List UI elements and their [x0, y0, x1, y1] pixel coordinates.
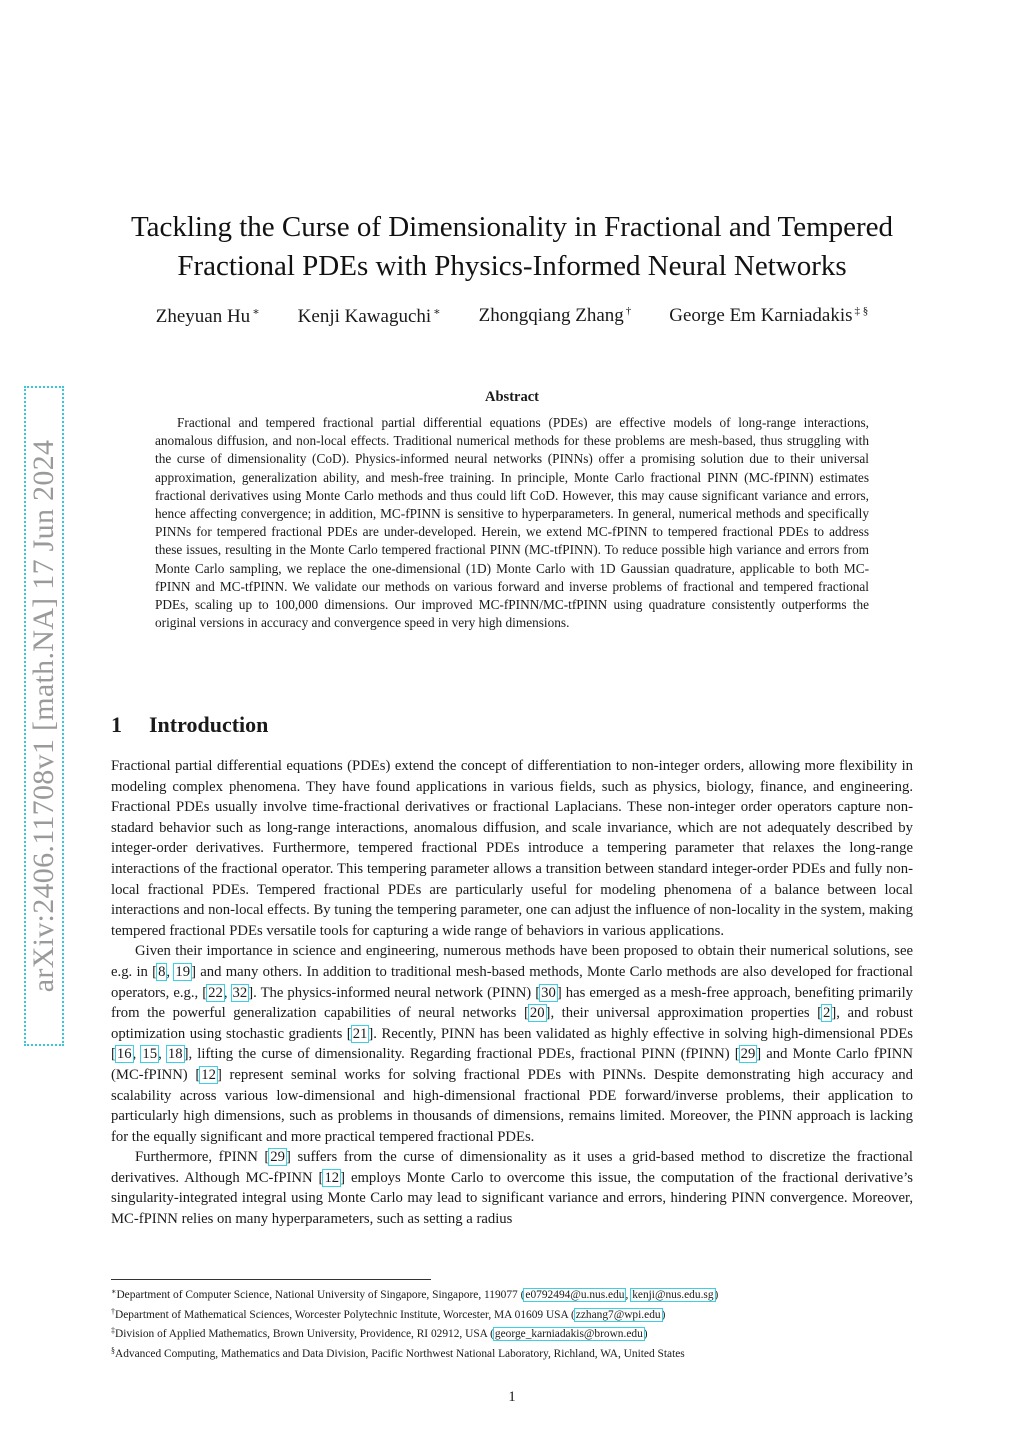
email-link[interactable]: zzhang7@wpi.edu — [575, 1308, 661, 1321]
footnote: †Department of Mathematical Sciences, Worcester Polytechnic Institute, Worcester, MA 01609 USA (zzhang7@wpi.edu) — [111, 1306, 666, 1321]
email-link[interactable]: e0792494@u.nus.edu — [525, 1289, 625, 1301]
title-line-1: Tackling the Curse of Dimensionality in Fractional and Tempered — [130, 211, 894, 243]
citation-link[interactable]: 12 — [324, 1169, 340, 1186]
citation-link[interactable]: 18 — [167, 1046, 183, 1063]
author-affiliation-mark: ‡ § — [854, 305, 869, 317]
citation-link[interactable]: 15 — [142, 1046, 158, 1063]
citation-link[interactable]: 16 — [116, 1046, 132, 1063]
author-affiliation-mark: ∗ — [433, 306, 441, 318]
author: Zheyuan Hu ∗ — [155, 306, 260, 327]
footnote: §Advanced Computing, Mathematics and Data Division, Pacific Northwest National Laboratory, Richland, WA, United States — [111, 1345, 685, 1360]
abstract-heading: Abstract — [485, 389, 539, 405]
email-link[interactable]: george_karniadakis@brown.edu — [494, 1328, 643, 1340]
arxiv-identifier: arXiv:2406.11708v1 [math.NA] 17 Jun 2024 — [27, 439, 60, 993]
title-line-2: Fractional PDEs with Physics-Informed Neural Networks — [177, 250, 847, 282]
citation-link[interactable]: 29 — [740, 1046, 756, 1063]
footnote-rule — [111, 1279, 431, 1280]
author: Kenji Kawaguchi ∗ — [297, 306, 441, 327]
footnote: ‡Division of Applied Mathematics, Brown University, Providence, RI 02912, USA (george_karniadakis@brown.edu) — [111, 1326, 648, 1340]
section-number: 1 — [111, 712, 122, 737]
author: George Em Karniadakis ‡ § — [669, 305, 869, 326]
citation-link[interactable]: 8 — [158, 963, 166, 980]
page-number: 1 — [508, 1389, 516, 1405]
arxiv-identifier-box[interactable] — [24, 386, 64, 1046]
author-affiliation-mark: † — [625, 305, 632, 317]
footnote: ∗Department of Computer Science, National University of Singapore, Singapore, 119077 (e0792494@u.nus.edu, kenji@nus.edu.sg) — [111, 1287, 719, 1301]
abstract-text: Fractional and tempered fractional partial differential equations (PDEs) are effective models of long-range interactions, anomalous diffusion, and non-local effects. Traditional numerical methods for these problems are mesh-based, thus struggling with the curse of dimensionality (CoD). Physics-informed neural networks (PINNs) offer a promising solution due to their universal approximation, generalization ability, and mesh-free training. In principle, Monte Carlo fractional PINN (MC-fPINN) estimates fractional derivatives using Monte Carlo methods and thus could lift CoD. However, this may cause significant variance and errors, hence affecting convergence; in addition, MC-fPINN is sensitive to hyperparameters. In general, numerical methods and specifically PINNs for tempered fractional PDEs are under-developed. Herein, we extend MC-fPINN to tempered fractional PDEs to address these issues, resulting in the Monte Carlo tempered fractional PINN (MC-tfPINN). To reduce possible high variance and errors from Monte Carlo sampling, we replace the one-dimensional (1D) Monte Carlo with 1D Gaussian quadrature, applicable to both MC-fPINN and MC-tfPINN. We validate our methods on various forward and inverse problems of fractional and tempered fractional PDEs, scaling up to 100,000 dimensions. Our improved MC-fPINN/MC-tfPINN using quadrature consistently outperforms the original versions in accuracy and convergence speed in very high dimensions. — [155, 415, 869, 631]
citation-link[interactable]: 32 — [232, 984, 248, 1001]
author-affiliation-mark: ∗ — [252, 306, 260, 318]
section-title: Introduction — [149, 712, 269, 737]
citation-link[interactable]: 19 — [175, 963, 191, 980]
citation-link[interactable]: 20 — [529, 1005, 545, 1022]
author-list — [100, 305, 924, 328]
citation-link[interactable]: 22 — [208, 984, 223, 1001]
paragraph: Furthermore, fPINN [29] suffers from the curse of dimensionality as it uses a grid-based method to discretize the fractional derivatives. Although MC-fPINN [12] employs Monte Carlo to overcome this issue, the computation of the fractional derivative’s singularity-integrated integral using Monte Carlo may lead to significant variance and errors, hindering PINN convergence. Moreover, MC-fPINN relies on many hyperparameters, such as setting a radius — [111, 1149, 913, 1228]
citation-link[interactable]: 30 — [541, 984, 556, 1001]
paragraph: Fractional partial differential equations (PDEs) extend the concept of differentiation to non-integer orders, allowing more flexibility in modeling complex phenomena. They have found applications in various fields, such as physics, biology, finance, and engineering. Fractional PDEs usually involve time-fractional derivatives or fractional Laplacians. These non-integer order operators capture non-stadard behavior such as long-range interactions, anomalous diffusion, and scale invariance, which are not adequately described by integer-order derivatives. Furthermore, tempered fractional PDEs introduce a tempering parameter that relaxes the long-range interactions of the fractional operator. This tempering parameter allows a transition between standard integer-order PDEs and fully non-local fractional PDEs. Tempered fractional PDEs are particularly useful for modeling phenomena of a balance between local interactions and non-local effects. By tuning the tempering parameter, one can adjust the influence of non-locality in the system, making tempered fractional PDEs versatile tools for capturing a wide range of behaviors in various applications. — [111, 758, 913, 939]
email-link[interactable]: kenji@nus.edu.sg — [632, 1289, 714, 1301]
citation-link[interactable]: 29 — [270, 1149, 285, 1166]
paper-title — [100, 208, 924, 286]
introduction-body — [111, 756, 913, 1230]
citation-link[interactable]: 2 — [823, 1005, 831, 1022]
paragraph: Given their importance in science and engineering, numerous methods have been proposed to obtain their numerical solutions, see e.g. in [8, 19] and many others. In addition to traditional mesh-based methods, Monte Carlo methods are also developed for fractional operators, e.g., [22, 32]. The physics-informed neural network (PINN) [30] has emerged as a mesh-free approach, benefiting primarily from the powerful generalization capabilities of neural networks [20], their universal approximation properties [2], and robust optimization using stochastic gradients [21]. Recently, PINN has been validated as highly effective in solving high-dimensional PDEs [16, 15, 18], lifting the curse of dimensionality. Regarding fractional PDEs, fractional PINN (fPINN) [29] and Monte Carlo fPINN (MC-fPINN) [12] represent seminal works for solving fractional PDEs with PINNs. Despite demonstrating high accuracy and scalability across various low-dimensional and high-dimensional fractional PDE forward/inverse problems, their application to particularly high dimensions, such as problems in thousands of dimensions, remains limited. Moreover, the PINN approach is lacking for the equally significant and more practical tempered fractional PDEs. — [111, 943, 914, 1145]
footnotes — [111, 1284, 913, 1362]
citation-link[interactable]: 12 — [201, 1066, 216, 1083]
author: Zhongqiang Zhang † — [478, 305, 632, 326]
section-heading — [111, 712, 268, 738]
citation-link[interactable]: 21 — [352, 1025, 368, 1042]
